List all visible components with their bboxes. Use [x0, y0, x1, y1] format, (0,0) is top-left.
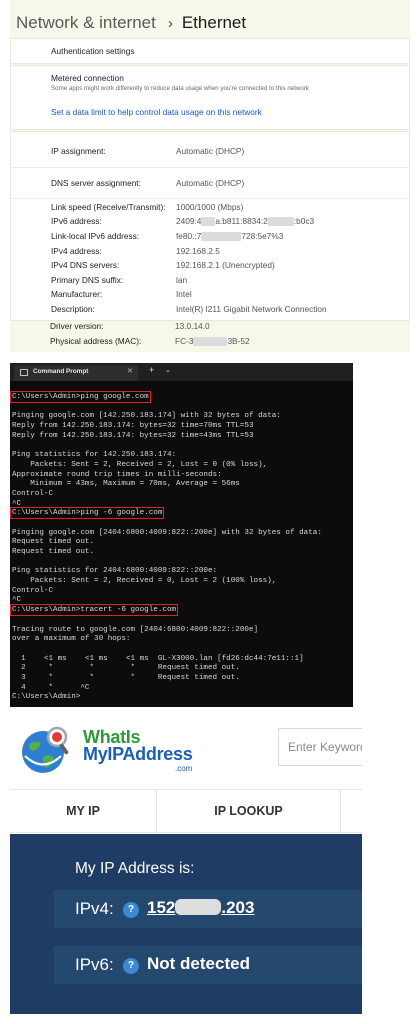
- description-label: Description:: [51, 304, 95, 314]
- manufacturer-value: Intel: [176, 289, 192, 299]
- brand-whatis[interactable]: WhatIs: [83, 727, 141, 747]
- ip-assignment-row: [11, 132, 409, 168]
- metered-connection-label: Metered connection: [51, 73, 124, 83]
- output-line: ^C: [12, 499, 22, 508]
- output-line: 4 * ^C: [12, 683, 90, 692]
- close-icon[interactable]: ✕: [127, 368, 133, 375]
- output-line: Reply from 142.250.183.174: bytes=32 time=70ms TTL=53: [12, 422, 254, 431]
- ip-address-panel: [10, 834, 362, 1014]
- dns-assignment-value: Automatic (DHCP): [176, 178, 245, 188]
- command-prompt-window: [10, 363, 353, 707]
- output-line: [12, 519, 353, 529]
- terminal-tab-bar: [10, 363, 353, 381]
- main-nav: [10, 789, 362, 833]
- ipv6-value: Not detected: [147, 954, 250, 973]
- output-line: [12, 441, 353, 451]
- output-line: Control-C: [12, 586, 54, 595]
- metered-connection-description: Some apps might work differently to reduce data usage when you're connected to this network: [51, 85, 309, 92]
- ipv6-label: IPv6:: [75, 955, 114, 974]
- link-local-ipv6-value: fe80::7 728:5e7%3: [176, 231, 284, 241]
- ipv4-value-link[interactable]: 152 .203: [147, 898, 255, 917]
- dns-assignment-label: DNS server assignment:: [51, 178, 141, 188]
- help-icon[interactable]: ?: [123, 902, 139, 918]
- nav-ip-lookup[interactable]: IP LOOKUP: [214, 804, 283, 818]
- command-line: C:\Users\Admin>ping -6 google.com: [12, 509, 163, 518]
- chevron-down-icon[interactable]: ⌄: [165, 367, 171, 374]
- ipv6-row: [54, 946, 362, 984]
- primary-dns-suffix-label: Primary DNS suffix:: [51, 275, 124, 285]
- mac-address-value: FC-3 3B-52: [175, 336, 250, 346]
- brand-myipaddress[interactable]: MyIPAddress: [83, 744, 193, 764]
- output-line: [12, 558, 353, 568]
- link-speed-value: 1000/1000 (Mbps): [176, 202, 244, 212]
- search-box: [278, 728, 362, 766]
- driver-version-value: 13.0.14.0: [175, 321, 210, 331]
- terminal-output[interactable]: [12, 393, 353, 703]
- chevron-right-icon: ›: [167, 14, 173, 32]
- output-line: Packets: Sent = 2, Received = 0, Lost = 2 (100% loss),: [12, 577, 277, 586]
- redaction: [201, 217, 215, 226]
- output-line: Approximate round trip times in milli-seconds:: [12, 470, 222, 479]
- output-line: Minimum = 43ms, Maximum = 70ms, Average = 56ms: [12, 480, 240, 489]
- output-line: Reply from 142.250.183.174: bytes=32 time=43ms TTL=53: [12, 431, 254, 440]
- driver-version-label: Driver version:: [50, 321, 104, 331]
- output-line: Tracing route to google.com [2404:6800:4009:822::200e]: [12, 625, 259, 634]
- nav-divider: [340, 790, 341, 832]
- output-line: 3 * * * Request timed out.: [12, 673, 240, 682]
- output-line: 1 <1 ms <1 ms <1 ms GL-X3000.lan [fd26:dc44:7e11::1]: [12, 654, 304, 663]
- mac-address-label: Physical address (MAC):: [50, 336, 142, 346]
- link-speed-label: Link speed (Receive/Transmit):: [51, 202, 166, 212]
- breadcrumb: [16, 10, 246, 36]
- ipv4-address-label: IPv4 address:: [51, 246, 102, 256]
- page-title: Ethernet: [181, 13, 247, 32]
- output-line: Pinging google.com [2404:6800:4009:822::200e] with 32 bytes of data:: [12, 528, 322, 537]
- command-line: C:\Users\Admin>ping google.com: [12, 393, 149, 401]
- output-line: Ping statistics for 142.250.183.174:: [12, 451, 177, 460]
- ip-assignment-value: Automatic (DHCP): [176, 146, 245, 156]
- redaction: [201, 232, 241, 241]
- redaction: [175, 899, 221, 915]
- prompt-line: C:\Users\Admin>: [12, 693, 81, 702]
- redaction: [193, 337, 227, 346]
- output-line: 2 * * * Request timed out.: [12, 664, 240, 673]
- metered-connection-card: [10, 65, 410, 130]
- output-line: Pinging google.com [142.250.183.174] with 32 bytes of data:: [12, 412, 281, 421]
- output-line: over a maximum of 30 hops:: [12, 635, 131, 644]
- nav-my-ip[interactable]: MY IP: [66, 804, 100, 818]
- data-limit-link[interactable]: Set a data limit to help control data usage on this network: [51, 107, 262, 117]
- output-line: Control-C: [12, 489, 54, 498]
- ipv4-label: IPv4:: [75, 899, 114, 918]
- ipv6-address-label: IPv6 address:: [51, 216, 102, 226]
- ip-properties-card: [10, 131, 410, 321]
- manufacturer-label: Manufacturer:: [51, 289, 103, 299]
- output-line: Request timed out.: [12, 538, 95, 547]
- output-line: Ping statistics for 2404:6800:4009:822::200e:: [12, 567, 218, 576]
- description-value: Intel(R) I211 Gigabit Network Connection: [176, 304, 327, 314]
- terminal-icon: [20, 369, 28, 376]
- ipv4-dns-label: IPv4 DNS servers:: [51, 260, 120, 270]
- globe-magnifier-logo-icon[interactable]: [19, 723, 72, 776]
- command-line: C:\Users\Admin>tracert -6 google.com: [12, 606, 177, 615]
- ip-assignment-label: IP assignment:: [51, 146, 106, 156]
- breadcrumb-network-internet[interactable]: Network & internet: [16, 13, 156, 32]
- ipv4-row: [54, 890, 362, 928]
- output-line: Packets: Sent = 2, Received = 2, Lost = 0 (0% loss),: [12, 460, 268, 469]
- ipv4-dns-value: 192.168.2.1 (Unencrypted): [176, 260, 275, 270]
- dns-assignment-row: [11, 168, 409, 199]
- ipv6-address-value: 2409:4 a:b811:8834:2 :b0c3: [176, 216, 315, 226]
- tab-command-prompt[interactable]: [14, 365, 138, 381]
- ethernet-settings-panel: [10, 0, 410, 352]
- authentication-settings-label: Authentication settings: [51, 46, 135, 56]
- help-icon[interactable]: ?: [123, 958, 139, 974]
- new-tab-button[interactable]: +: [149, 365, 155, 375]
- output-line: ^C: [12, 596, 22, 605]
- link-local-ipv6-label: Link-local IPv6 address:: [51, 231, 140, 241]
- output-line: [12, 616, 353, 626]
- output-line: [12, 645, 353, 655]
- ipv4-address-value: 192.168.2.5: [176, 246, 220, 256]
- tab-title: Command Prompt: [33, 368, 89, 375]
- primary-dns-suffix-value: lan: [176, 275, 188, 285]
- redaction: [268, 217, 294, 226]
- brand-dotcom: .com: [175, 764, 193, 773]
- ip-heading: My IP Address is:: [75, 860, 195, 877]
- whatismyipaddress-page: [10, 716, 362, 1014]
- authentication-settings-row[interactable]: [10, 38, 410, 64]
- output-line: Request timed out.: [12, 548, 95, 556]
- search-input[interactable]: [279, 729, 362, 765]
- output-line: [12, 403, 353, 413]
